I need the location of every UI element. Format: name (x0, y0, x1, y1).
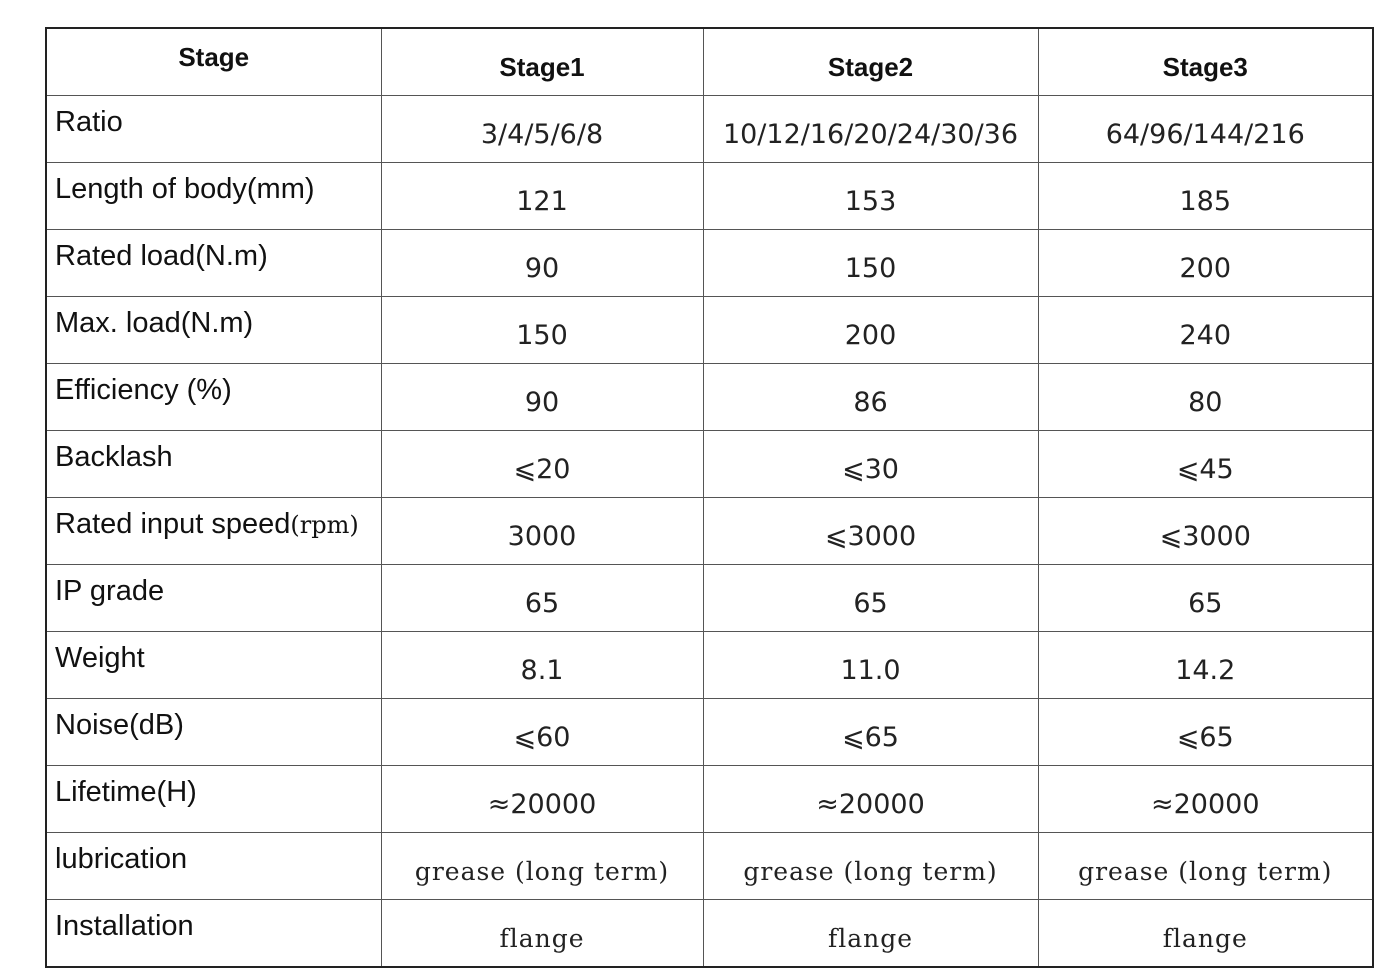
cell-value: ⩽45 (1038, 431, 1373, 498)
row-label-lubrication: lubrication (46, 833, 381, 900)
cell-value: 3000 (381, 498, 703, 565)
cell-value: 86 (703, 364, 1038, 431)
cell-value: 3/4/5/6/8 (381, 96, 703, 163)
row-label-text: Rated input speed (55, 508, 291, 540)
row-label-efficiency: Efficiency (%) (46, 364, 381, 431)
cell-value: ⩽20 (381, 431, 703, 498)
cell-value: 200 (1038, 230, 1373, 297)
cell-value: grease (long term) (703, 833, 1038, 900)
cell-value: 153 (703, 163, 1038, 230)
header-row (46, 28, 1373, 96)
cell-value: ⩽65 (703, 699, 1038, 766)
cell-value: 240 (1038, 297, 1373, 364)
row-label-installation: Installation (46, 900, 381, 968)
cell-value: 90 (381, 364, 703, 431)
table-row (46, 163, 1373, 230)
cell-value: 150 (381, 297, 703, 364)
cell-value: 8.1 (381, 632, 703, 699)
table-row (46, 833, 1373, 900)
row-label-ratio: Ratio (46, 96, 381, 163)
cell-value: flange (381, 900, 703, 968)
cell-value: ≈20000 (1038, 766, 1373, 833)
row-label-lifetime: Lifetime(H) (46, 766, 381, 833)
header-cell-stage3: Stage3 (1038, 28, 1373, 96)
cell-value: ⩽3000 (703, 498, 1038, 565)
row-label-noise: Noise(dB) (46, 699, 381, 766)
table-row (46, 498, 1373, 565)
table-row (46, 766, 1373, 833)
cell-value: ≈20000 (381, 766, 703, 833)
cell-value: grease (long term) (1038, 833, 1373, 900)
cell-value: 64/96/144/216 (1038, 96, 1373, 163)
row-label-rated-load: Rated load(N.m) (46, 230, 381, 297)
cell-value: 150 (703, 230, 1038, 297)
cell-value: flange (1038, 900, 1373, 968)
row-label-length-of-body: Length of body(mm) (46, 163, 381, 230)
cell-value: 14.2 (1038, 632, 1373, 699)
table-row (46, 364, 1373, 431)
table-row (46, 297, 1373, 364)
cell-value: ⩽3000 (1038, 498, 1373, 565)
table-row (46, 431, 1373, 498)
cell-value: 200 (703, 297, 1038, 364)
table-row (46, 900, 1373, 968)
header-cell-stage: Stage (46, 28, 381, 96)
table-row (46, 230, 1373, 297)
table-row (46, 632, 1373, 699)
row-label-max-load: Max. load(N.m) (46, 297, 381, 364)
cell-value: 90 (381, 230, 703, 297)
cell-value: 10/12/16/20/24/30/36 (703, 96, 1038, 163)
row-label-rated-input-speed (46, 498, 381, 565)
row-label-unit: (rpm) (290, 511, 359, 539)
cell-value: ⩽65 (1038, 699, 1373, 766)
cell-value: ≈20000 (703, 766, 1038, 833)
header-cell-stage1: Stage1 (381, 28, 703, 96)
cell-value: 121 (381, 163, 703, 230)
table-row (46, 96, 1373, 163)
cell-value: flange (703, 900, 1038, 968)
cell-value: 185 (1038, 163, 1373, 230)
row-label-backlash: Backlash (46, 431, 381, 498)
row-label-ip-grade: IP grade (46, 565, 381, 632)
table-row (46, 699, 1373, 766)
gearbox-spec-table (45, 27, 1374, 968)
cell-value: 11.0 (703, 632, 1038, 699)
cell-value: grease (long term) (381, 833, 703, 900)
cell-value: ⩽30 (703, 431, 1038, 498)
table-row (46, 565, 1373, 632)
cell-value: 65 (381, 565, 703, 632)
cell-value: 65 (1038, 565, 1373, 632)
cell-value: ⩽60 (381, 699, 703, 766)
header-cell-stage2: Stage2 (703, 28, 1038, 96)
cell-value: 80 (1038, 364, 1373, 431)
cell-value: 65 (703, 565, 1038, 632)
row-label-weight: Weight (46, 632, 381, 699)
